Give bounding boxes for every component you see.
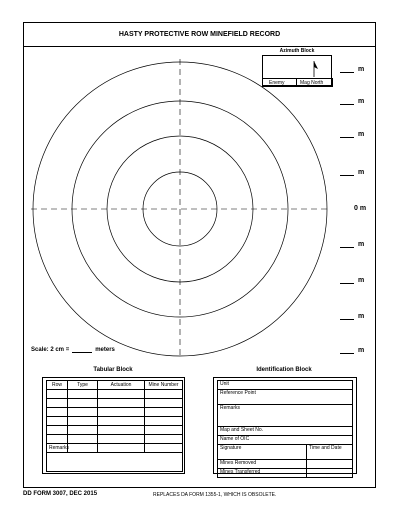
- distance-label-5: m: [340, 240, 364, 248]
- remarks-field[interactable]: Remarks: [218, 405, 353, 427]
- distance-label-1: m: [340, 65, 364, 73]
- mines-removed-field[interactable]: Mines Removed: [218, 460, 307, 469]
- col-type: Type: [68, 381, 98, 390]
- enemy-label: Enemy: [269, 80, 285, 86]
- form-number: DD FORM 3007, DEC 2015: [23, 491, 98, 497]
- replaces-note: REPLACES DA FORM 1355-1, WHICH IS OBSOLETE.: [153, 492, 277, 498]
- tabular-block-title: Tabular Block: [93, 367, 133, 373]
- mines-removed-value[interactable]: [307, 460, 353, 469]
- mag-north-label: Mag North: [300, 80, 324, 86]
- scale-prefix: Scale: 2 cm =: [31, 347, 70, 353]
- tabular-remarks-label: Remarks: [49, 445, 70, 451]
- table-row[interactable]: [47, 399, 183, 408]
- map-sheet-field[interactable]: Map and Sheet No.: [218, 427, 353, 436]
- distance-label-3: m: [340, 130, 364, 138]
- scale-input[interactable]: [72, 346, 92, 353]
- time-date-field[interactable]: Time and Date: [307, 445, 353, 460]
- distance-label-6: m: [340, 276, 364, 284]
- col-row: Row: [47, 381, 68, 390]
- col-actuation: Actuation: [98, 381, 145, 390]
- table-row[interactable]: [47, 408, 183, 417]
- identification-block-title: Identification Block: [256, 367, 312, 373]
- table-row[interactable]: [47, 417, 183, 426]
- identification-table: [217, 380, 353, 478]
- scale-suffix: meters: [95, 347, 115, 353]
- mines-transferred-field[interactable]: Mines Transferred: [218, 469, 307, 478]
- tabular-block: [42, 377, 185, 474]
- range-card-diagram: [23, 47, 376, 367]
- form-title: HASTY PROTECTIVE ROW MINEFIELD RECORD: [23, 22, 376, 47]
- table-row[interactable]: [47, 390, 183, 399]
- tabular-remarks-field[interactable]: [46, 443, 183, 472]
- identification-block: [213, 377, 357, 474]
- signature-field[interactable]: Signature: [218, 445, 307, 460]
- distance-label-zero: 0 m: [354, 205, 367, 212]
- table-row[interactable]: [47, 426, 183, 435]
- distance-label-2: m: [340, 97, 364, 105]
- mines-transferred-value[interactable]: [307, 469, 353, 478]
- distance-label-4: m: [340, 168, 364, 176]
- reference-point-field[interactable]: Reference Point: [218, 390, 353, 405]
- unit-field[interactable]: Unit: [218, 381, 353, 390]
- col-mine-number: Mine Number: [145, 381, 183, 390]
- azimuth-block-title: Azimuth Block: [279, 48, 315, 54]
- name-oic-field[interactable]: Name of OIC: [218, 436, 353, 445]
- distance-label-8: m: [340, 346, 364, 354]
- distance-label-7: m: [340, 312, 364, 320]
- scale-field: [31, 346, 115, 353]
